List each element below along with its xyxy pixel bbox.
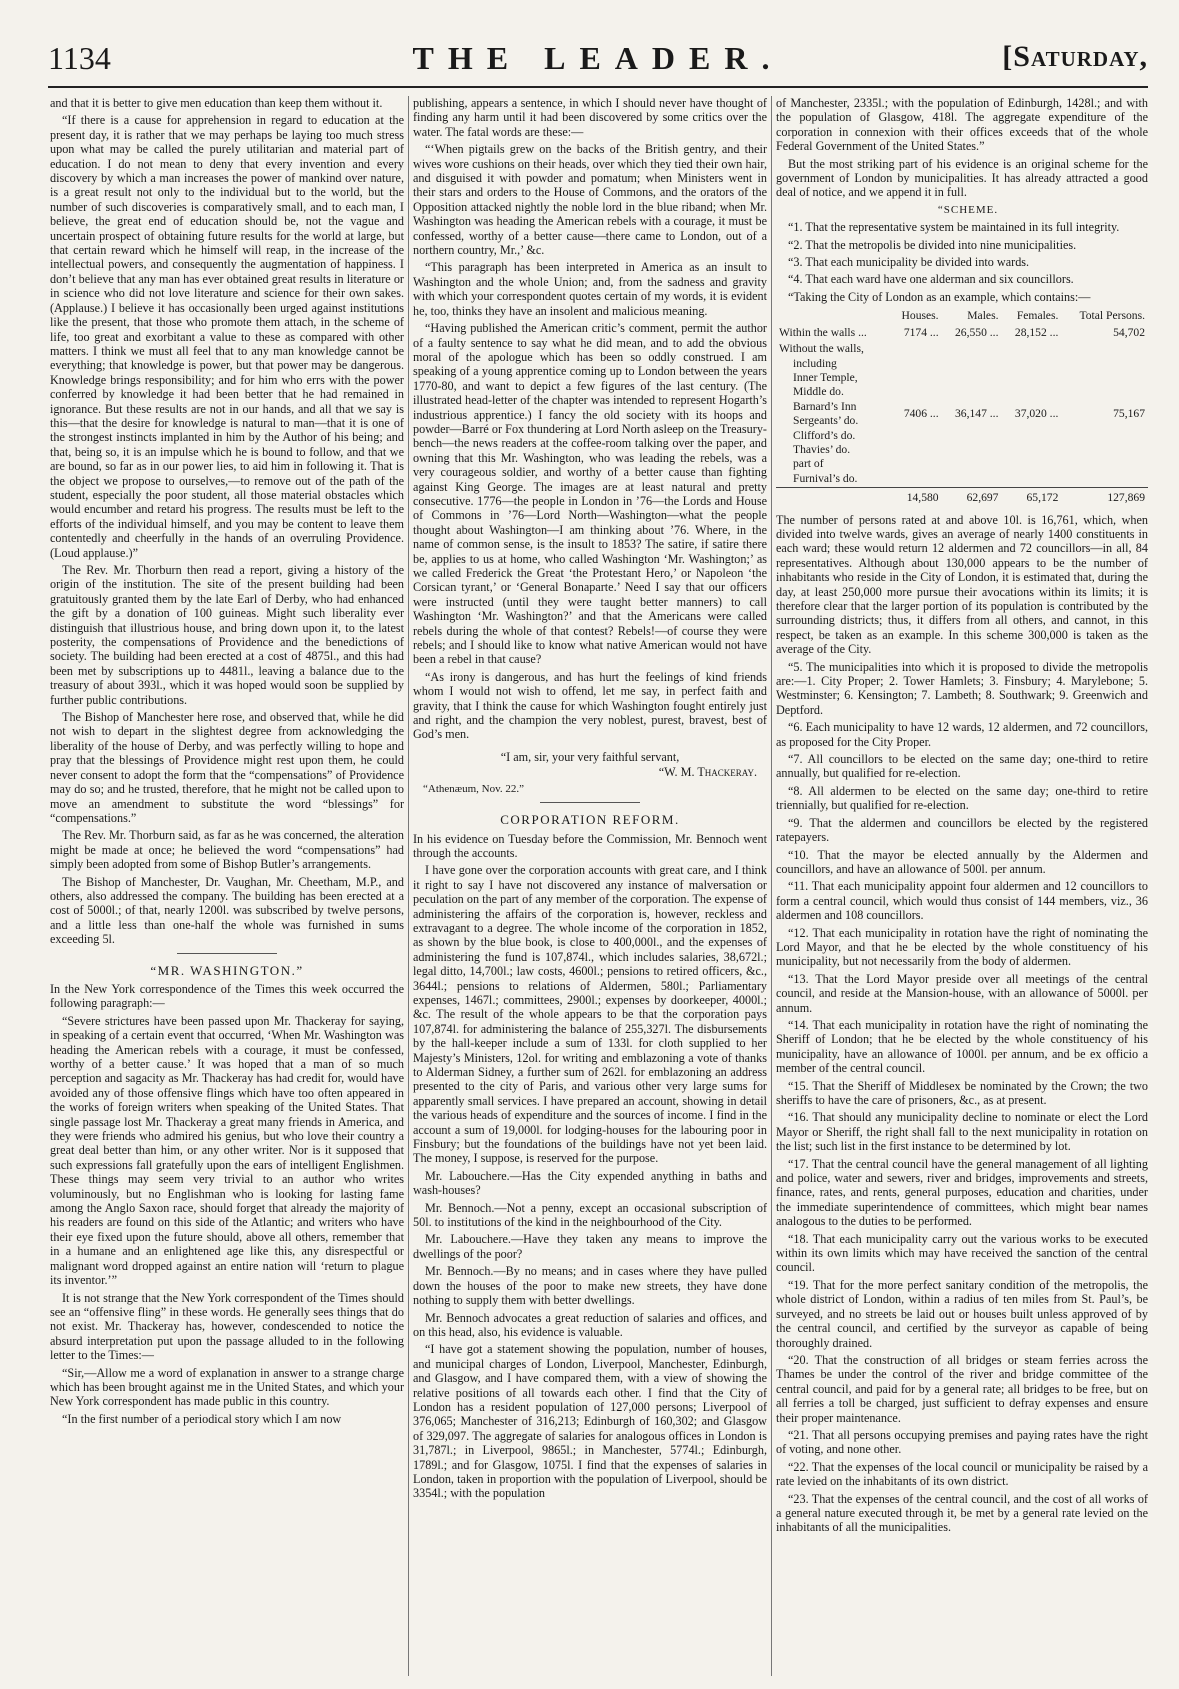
page-header [48,40,1148,80]
paragraph: “2. That the metropolis be divided into nine municipalities. [788,237,1077,252]
column-3 [776,96,1148,1684]
table-cell: 28,152 ... [1014,325,1059,339]
column-2 [413,96,767,1684]
paragraph: The number of persons rated at and above 10l. is 16,761, which, when divided into twelve wards, gives an average of nearly 1400 constituents in each ward; these would return 12 aldermen and 72 councillors—in all, 84 representatives. Although about 130,000 appears to be the number of inhabitants who reside in the City of London, it is estimated that, during the day, at least 250,000 more pursue their avocations within its limits; it is therefore clear that the larger portion of its population is contributed by the surrounding districts; thus, it differs from all others, and cannot, in this respect, be taken as an example. In this scheme 300,000 is taken as the average of the City. [776,512,1148,657]
header-day: [Saturday, [1002,40,1148,73]
paragraph: Mr. Labouchere.—Have they taken any means to improve the dwellings of the poor? [413,1232,767,1261]
paragraph: Mr. Bennoch.—By no means; and in cases where they have pulled down the houses of the poor to make new streets, they have done nothing to supply them with better dwellings. [413,1264,767,1308]
corporation-heading: CORPORATION REFORM. [500,812,680,828]
paragraph: “8. All aldermen to be elected on the same day; one-third to retire triennially, but qualified for re-election. [776,783,1148,813]
paragraph: I have gone over the corporation accounts with great care, and I think it right to say I have not discovered any instance of malversation or peculation on the part of any member of the corporation. The expense of administering the affairs of the corporation is, however, reckless and extravagant to a degree. The whole income of the corporation in 1852, as shown by the blue book, is close to 400,000l., and the expenses of administering the fund is 107,874l., which includes salaries, 38,672l.; legal ditto, 14,700l.; law costs, 4600l.; pensions to retired officers, &c., 3644l.; pensions to relations of Aldermen, 580l.; Parliamentary expenses, 1467l.; committees, 2900l.; expenses by doorkeeper, 4000l.; &c. The result of the whole appears to be that the corporation pays 107,874l. for administering the balance of 255,327l. The disbursements by the hall-keeper include a sum of 133l. for cloth supplied to her Majesty’s Ministers, 12ol. for writing and emblazoning a vote of thanks to Alderman Sidney, a further sum of 262l. for emblazoning an address presented to the city of Paris, and various other very large sums for apparently small services. I have prepared an account, showing in detail the various heads of expenditure and the sources of income. I find in the account a sum of 19,000l. for lodging-houses for the labouring poor in Finsbury; but the foundations of the buildings have not yet been laid. The money, I suppose, is reserved for the purpose. [413,863,767,1166]
paragraph: “4. That each ward have one alderman and six councillors. [788,272,1074,287]
table-cell: 127,869 [1061,488,1148,507]
paragraph: Mr. Bennoch.—Not a penny, except an occasional subscription of 50l. to institutions of the kind in the neighbourhood of the City. [413,1200,767,1230]
paragraph: “‘When pigtails grew on the backs of the British gentry, and their wives wore cushions on their heads, over which they tied their own hair, and disguised it with powder and pomatum; when Ministers went in their stars and orders to the House of Commons, and the orators of the Opposition attacked nightly the noble lord in the blue riband; when Mr. Washington was heading the American rebels with a courage, it must be confessed, worthy of a better cause—there came to London, out of a northern country, Mr.,’ &c. [413,142,767,258]
table-cell: 37,020 ... [1014,406,1059,420]
paragraph: “I have got a statement showing the population, number of houses, and municipal charges of London, Liverpool, Manchester, Edinburgh, and Glasgow, and I have compared them, with a view of showing the relative positions of all towards each other. I find that the City of London has a resident population of 127,000 persons; Liverpool of 376,065; Manchester of 316,213; Edinburgh of 160,302; and Glasgow of 329,097. The aggregate of salaries for analogous offices in London is 31,787l.; in Liverpool, 9865l.; in Manchester, 5774l.; Edinburgh, 1789l.; and for Glasgow, 1075l. I find that the expenses of salaries in London, taken in proportion with the population of Liverpool, should be 3354l.; with the population [413,1342,767,1501]
row-sublabel: Barnard’s Inn [793,399,857,413]
paragraph: “14. That each municipality in rotation have the right of nominating the Sheriff of London; that he be elected by the whole constituency of his municipality, have an allowance of 1000l. per annum, and be ex officio a member of the central council. [776,1017,1148,1076]
paragraph: Mr. Labouchere.—Has the City expended anything in baths and wash-houses? [413,1168,767,1198]
paragraph: and that it is better to give men education than keep them without it. [50,96,383,110]
column-divider [408,96,409,1676]
paragraph: In his evidence on Tuesday before the Commission, Mr. Bennoch went through the accounts. [413,831,767,860]
paragraph: In the New York correspondence of the Times this week occurred the following paragraph:— [50,981,404,1011]
header-rule [48,86,1148,88]
row-sublabel: part of [793,457,824,471]
table-cell: 54,702 [1113,325,1145,339]
section-rule [540,802,640,803]
paragraph: The Rev. Mr. Thorburn then read a report, giving a history of the origin of the institution. The site of the present building had been gratuitously granted them by the late Earl of Derby, who had enhanced the gift by a donation of 100 guineas. Might such liberality ever distinguish that illustrious house, and bring down upon it, to the latest posterity, the compensations of Providence and the benedictions of society. The building had been erected at a cost of 4875l., and this had been met by subscriptions up to 4481l., leaving a balance due to the treasury of about 393l., which it was hoped would soon be supplied by further public contributions. [50,563,404,707]
table-cell: 14,580 [890,488,942,507]
row-sublabel: including [793,356,837,370]
table-cell: 62,697 [942,488,1002,507]
paragraph: “22. That the expenses of the local council or municipality be raised by a rate levied on the inhabitants of its own district. [776,1459,1148,1489]
table-row [776,325,1148,341]
table-header: Houses. [901,309,939,323]
table-cell: 7406 ... [903,406,939,420]
table-cell: 75,167 [1113,406,1145,420]
column-divider [771,96,772,1676]
row-sublabel: Furnival’s do. [793,471,858,485]
page-number: 1134 [48,40,111,76]
paragraph: “1. That the representative system be maintained in its full integrity. [788,220,1120,235]
paragraph: of Manchester, 2335l.; with the population of Edinburgh, 1428l.; and with the population of Glasgow, 418l. The aggregate expenditure of the corporation in connexion with their offices exceeds that of the whole Federal Government of the United States.” [776,96,1148,154]
table-cell: 65,172 [1001,488,1061,507]
table-row [776,341,1148,488]
paragraph: “21. That all persons occupying premises and paying rates have the right of voting, and none other. [776,1427,1148,1457]
paragraph: “Severe strictures have been passed upon Mr. Thackeray for saying, in speaking of a certain event that occurred, ‘When Mr. Washington was heading the American rebels with a courage, it must be confessed, worthy of a better cause.’ It was hoped that a man of so much perception and sagacity as Mr. Thackeray has had credit for, would have avoided any of those offensive flings which have too often appeared in the works of foreign writers when speaking of the United States. That single passage lost Mr. Thackeray a great many friends in America, and they were friends who admired his genius, but who love their country a great deal better than him, or any other writer. Nor is it supposed that such expressions fall gratefully upon the ears of intelligent Englishmen. These things may seem very trivial to an author who writes voluminously, but no Englishman who is looking for lasting fame among the Anglo Saxon race, should forget that already the majority of his readers are found on this side of the Atlantic; and writers who have their eye fixed upon the future should, above all others, remember that in a humane and an enlightened age like this, any disrespectful or malignant word dropped against an entire nation will ‘return to plague its inventor.’” [50,1013,404,1288]
paragraph: The Bishop of Manchester here rose, and observed that, while he did not wish to depart in the slightest degree from acknowledging the liberality of the house of Derby, and was perfectly willing to hope and pray that the blessings of Providence might rest upon them, he could never consent to adopt the form that the “compensations” of Providence may do so; and he trusted, therefore, that he might not be called upon to move an amendment to substitute the word “blessings” for “compensations.” [50,710,404,825]
paragraph: “Sir,—Allow me a word of explanation in answer to a strange charge which has been brought against me in the United States, and which your New York correspondent has made public in this country. [50,1365,404,1409]
paragraph: “As irony is dangerous, and has hurt the feelings of kind friends whom I would not wish to offend, let me say, in perfect faith and gravity, that I think the cause for which Washington fought entirely just and right, and the champion the very noblest, purest, bravest, best of God’s men. [413,669,767,742]
row-sublabel: Middle do. [793,385,844,399]
washington-heading: “MR. WASHINGTON.” [150,962,304,978]
paragraph: “3. That each municipality be divided into wards. [788,255,1030,270]
table-header-row [776,308,1148,324]
paragraph: “23. That the expenses of the central council, and the cost of all works of a general nature executed through it, be met by a general rate levied on the inhabitants of all the municipalities. [776,1491,1148,1535]
column-1 [50,96,404,1684]
table-header: Females. [1016,309,1059,323]
section-rule [177,953,277,954]
population-table [776,308,1148,506]
paragraph: “17. That the central council have the general management of all lighting and police, water and sewers, river and bridges, improvements and streets, finance, rates, and rents, general purposes, education and charities, under the immediate superintendence of committees, which might bear names analogous to the duties to be performed. [776,1156,1148,1229]
letter-closing: “I am, sir, your very faithful servant, [500,749,680,764]
paragraph: “19. That for the more perfect sanitary condition of the metropolis, the whole district of London, within a radius of ten miles from St. Paul’s, be surveyed, and no streets be laid out or houses built unless approved of by the central council, and certified by the surveyor as capable of being thoroughly drained. [776,1277,1148,1350]
table-cell: 7174 ... [903,325,939,339]
row-sublabel: Inner Temple, [793,370,858,384]
letter-signature: “W. M. Thackeray. [658,765,757,780]
paragraph: “Taking the City of London as an example, which contains:— [788,289,1091,304]
paragraph: “15. That the Sheriff of Middlesex be nominated by the Crown; the two sheriffs to have the care of prisoners, &c., as at present. [776,1078,1148,1107]
paragraph: “11. That each municipality appoint four aldermen and 12 councillors to form a central council, which would thus consist of 144 members, viz., 36 aldermen and 108 councillors. [776,879,1148,923]
paragraph: “If there is a cause for apprehension in regard to education at the present day, it is rather that we may perhaps be laying too much stress upon what may be called the purely utilitarian and material part of education. I do not mean to deny that every invention and every discovery by which a man increases the power of mankind over nature, is a great result not only to the individual but to the world, but the number of such discoveries is comparatively small, and to each man, I believe, the great end of education should be, not the vague and uncertain prospect of obtaining future results for the world at large, but that certain reward which he himself will reap, in the increase of the intellectual powers, and consequently the augmentation of happiness. I don’t believe that any man has ever obtained great results in literature or in science who did not love literature and science for their own sakes. (Applause.) I believe it has occasionally been urged against institutions like the present, that those who promote them attach, in the scheme of life, too great and exorbitant a value to these as compared with other matters. I think we must all feel that to any man knowledge cannot be everything; that knowledge is power, but that power may be dangerous. Knowledge brings responsibility; and for him who errs with the power conferred by knowledge it had been better that he had remained in ignorance. But these results are not in our hands, and all that we say is this—that the desire for knowledge is natural to man—that it is one of the strongest instincts implanted in him by the Author of his being; and that, being so, it is an impulse which he is bound to follow, and that we are bound, so far as in our power lies, to aid him in following it. That is the object we propose to ourselves,—to remove out of the path of the student, especially the poor student, all those material obstacles which would encumber and retard his progress. The results must be left to the efforts of the individual himself, and you may be content to leave them contentedly and cheerfully in the hands of an overruling Providence. (Loud applause.)” [50,113,404,560]
table-cell: 26,550 ... [955,325,999,339]
paragraph: “10. That the mayor be elected annually by the Aldermen and councillors, and have an allowance of 500l. per annum. [776,847,1148,876]
row-label-main: Without the walls, [779,342,864,356]
paragraph: “18. That each municipality carry out the various works to be executed within its own limits which may have received the sanction of the central council. [776,1231,1148,1275]
newspaper-title: THE LEADER. [412,40,784,76]
letter-place: “Athenæum, Nov. 22.” [423,782,525,795]
paragraph: It is not strange that the New York correspondent of the Times should see an “offensive fling” in these words. He generally sees things that do not exist. Mr. Thackeray has, however, condescended to notice the absurd interpretation put upon the passage alluded to in the following letter to the Times:— [50,1290,404,1363]
paragraph: The Rev. Mr. Thorburn said, as far as he was concerned, the alteration might be made at once; he believed the word “compensations” had simply been adopted from some of Bishop Butler’s arrangements. [50,828,404,872]
table-cell: 36,147 ... [955,406,999,420]
row-sublabel: Sergeants’ do. [793,414,859,428]
row-label: Within the walls ... [779,325,867,339]
table-header: Total Persons. [1079,309,1145,323]
paragraph: But the most striking part of his evidence is an original scheme for the government of London by municipalities. It has already attracted a good deal of notice, and we append it in full. [776,156,1148,200]
row-label [776,341,890,488]
table-header: Males. [967,309,999,323]
paragraph: “12. That each municipality in rotation have the right of nominating the Lord Mayor, and that he be elected by the whole constituency of his municipality, but not necessarily from the body of aldermen. [776,925,1148,969]
paragraph: “7. All councillors to be elected on the same day; one-third to retire annually, but qualified for re-election. [776,752,1148,781]
row-sublabel: Clifford’s do. [793,428,856,442]
paragraph: “9. That the aldermen and councillors be elected by the registered ratepayers. [776,815,1148,845]
row-sublabel: Thavies’ do. [793,442,851,456]
paragraph: The Bishop of Manchester, Dr. Vaughan, Mr. Cheetham, M.P., and others, also addressed the company. The building has been erected at a cost of 5000l.; of that, nearly 1200l. was subscribed by twelve persons, and a little less than one-half the whole was furnished in sums exceeding 5l. [50,874,404,947]
paragraph: “16. That should any municipality decline to nominate or elect the Lord Mayor or Sheriff, the right shall fall to the next municipality in rotation on the list; such list in the first instance to be determined by lot. [776,1110,1148,1154]
paragraph: “6. Each municipality to have 12 wards, 12 aldermen, and 72 councillors, as proposed for the City Proper. [776,720,1148,749]
paragraph: “13. That the Lord Mayor preside over all meetings of the central council, and reside at the Mansion-house, with an allowance of 5000l. per annum. [776,971,1148,1015]
paragraph: publishing, appears a sentence, in which I should never have thought of finding any harm until it had been discovered by some critics over the water. The fatal words are these:— [413,96,767,139]
paragraph: “20. That the construction of all bridges or steam ferries across the Thames be under the control of the river and bridge committee of the central council, and paid for by a general rate; all bridges to be free, but on all ferries a toll be charged, just sufficient to defray expenses and ensure their proper maintenance. [776,1352,1148,1425]
paragraph: Mr. Bennoch advocates a great reduction of salaries and offices, and on this head, also, his evidence is valuable. [413,1310,767,1339]
table-total-row [776,488,1148,507]
paragraph: “In the first number of a periodical story which I am now [62,1411,342,1426]
scheme-heading: “SCHEME. [937,203,999,216]
paragraph: “5. The municipalities into which it is proposed to divide the metropolis are:—1. City Proper; 2. Tower Hamlets; 3. Finsbury; 4. Marylebone; 5. Westminster; 6. Kensington; 7. Lambeth; 8. Southwark; 9. Greenwich and Deptford. [776,659,1148,717]
education-speech [50,96,404,947]
paragraph: “Having published the American critic’s comment, permit the author of a faulty sentence to say what he did mean, and to add the obvious moral of the apologue which has been so oddly construed. I am speaking of a young apprentice coming up to London between the years 1770-80, and want to depict a few figures of the last century. (The illustrated head-letter of the chapter was intended to represent Hogarth’s industrious apprentice.) I fancy the old society with its hoops and powder—Barré or Fox thundering at Lord North asleep on the Treasury-bench—the news readers at the coffee-room talking over the paper, and owning that this Mr. Washington, who was leading the rebels, was a very courageous soldier, and worthy of a better cause than fighting against King George. The images are at least natural and pretty consecutive. 1776—the people in London in ’76—the Lords and House of Commons in ’76—Lord North—Washington—what the people thought about Washington—I am thinking about ’76. Where, in the name of common sense, is the insult to 1853? The satire, if satire there be, applies to us at home, who called Washington ‘Mr. Washington;’ as we called Frederick the Great ‘the Protestant Hero,’ or Napoleon ‘the Corsican tyrant,’ or ‘General Bonaparte.’ Need I say that our officers were instructed (until they were taught better manners) to call Washington ‘Mr. Washington?’ and that the Americans were called rebels during the whole of that contest? Rebels!—of course they were rebels; and I should like to know what native American would not have been a rebel in that cause? [413,321,767,667]
paragraph: “This paragraph has been interpreted in America as an insult to Washington and the whole Union; and, from the sadness and gravity with which your correspondent quotes certain of my words, it is evident he, too, thinks they have an insolent and malicious meaning. [413,260,767,318]
